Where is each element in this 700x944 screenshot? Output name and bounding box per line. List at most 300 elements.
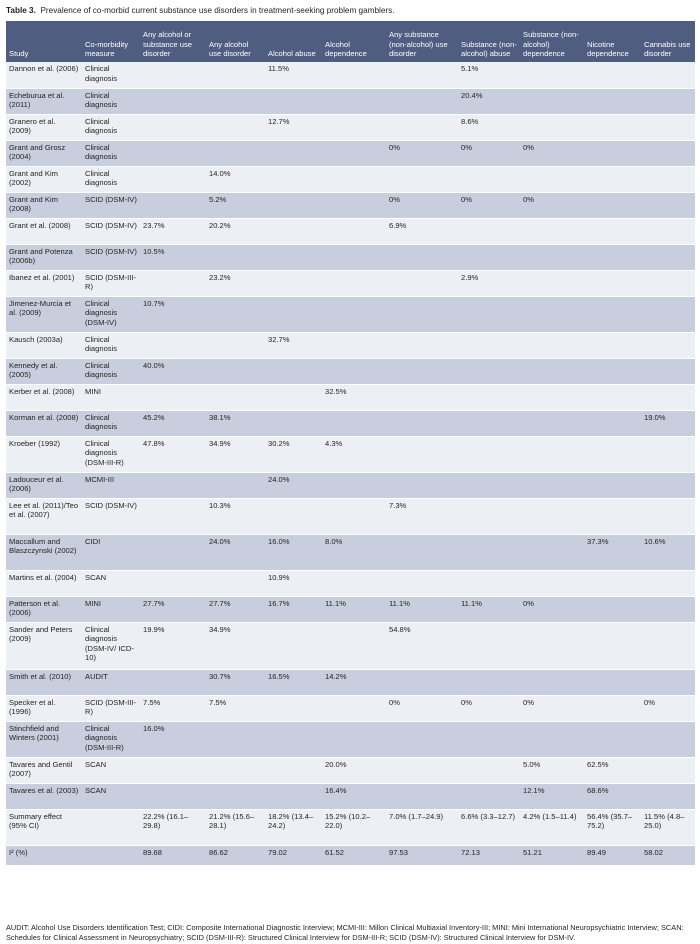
value-cell: 34.9% xyxy=(206,436,265,472)
value-cell xyxy=(520,622,584,669)
value-cell: 89.49 xyxy=(584,845,641,865)
value-cell xyxy=(386,472,458,498)
value-cell xyxy=(520,410,584,436)
study-cell: Grant and Kim (2002) xyxy=(6,166,82,192)
value-cell xyxy=(140,498,206,534)
value-cell xyxy=(520,358,584,384)
value-cell xyxy=(386,783,458,809)
value-cell xyxy=(641,384,695,410)
value-cell xyxy=(386,721,458,757)
table-row xyxy=(6,244,695,270)
value-cell xyxy=(641,192,695,218)
value-cell xyxy=(458,218,520,244)
value-cell xyxy=(386,166,458,192)
value-cell xyxy=(265,695,322,721)
value-cell xyxy=(265,192,322,218)
value-cell: 6.9% xyxy=(386,218,458,244)
value-cell xyxy=(641,332,695,358)
value-cell: 58.02 xyxy=(641,845,695,865)
value-cell xyxy=(520,166,584,192)
value-cell xyxy=(584,384,641,410)
value-cell: 56.4% (35.7–75.2) xyxy=(584,809,641,845)
measure-cell: Clinical diagnosis (DSM-IV/ ICD-10) xyxy=(82,622,140,669)
value-cell xyxy=(641,596,695,622)
column-header: Any substance (non-alcohol) use disorder xyxy=(386,21,458,62)
table-row xyxy=(6,570,695,596)
table-row xyxy=(6,721,695,757)
value-cell: 37.3% xyxy=(584,534,641,570)
value-cell xyxy=(641,783,695,809)
column-header: Nicotine dependence xyxy=(584,21,641,62)
study-cell: Tavares et al. (2003) xyxy=(6,783,82,809)
value-cell xyxy=(140,384,206,410)
value-cell: 11.5% xyxy=(265,62,322,88)
value-cell xyxy=(386,757,458,783)
value-cell xyxy=(322,296,386,332)
measure-cell: SCID (DSM-IV) xyxy=(82,192,140,218)
value-cell xyxy=(386,384,458,410)
value-cell xyxy=(520,436,584,472)
value-cell xyxy=(206,472,265,498)
value-cell: 19.0% xyxy=(641,410,695,436)
value-cell xyxy=(641,140,695,166)
value-cell xyxy=(265,783,322,809)
value-cell xyxy=(641,757,695,783)
value-cell xyxy=(386,534,458,570)
value-cell: 16.7% xyxy=(265,596,322,622)
value-cell xyxy=(520,721,584,757)
value-cell xyxy=(265,498,322,534)
value-cell xyxy=(82,809,140,845)
value-cell: 0% xyxy=(386,140,458,166)
value-cell: 27.7% xyxy=(206,596,265,622)
value-cell xyxy=(322,166,386,192)
value-cell xyxy=(140,669,206,695)
value-cell xyxy=(520,270,584,296)
value-cell xyxy=(322,114,386,140)
value-cell: 61.52 xyxy=(322,845,386,865)
value-cell xyxy=(458,296,520,332)
value-cell xyxy=(458,436,520,472)
value-cell xyxy=(265,410,322,436)
value-cell xyxy=(458,166,520,192)
value-cell: 34.9% xyxy=(206,622,265,669)
value-cell: 2.9% xyxy=(458,270,520,296)
value-cell xyxy=(386,410,458,436)
measure-cell: Clinical diagnosis xyxy=(82,166,140,192)
column-header: Cannabis use disorder xyxy=(641,21,695,62)
value-cell: 16.4% xyxy=(322,783,386,809)
value-cell xyxy=(140,88,206,114)
value-cell xyxy=(206,140,265,166)
value-cell xyxy=(641,114,695,140)
value-cell xyxy=(386,62,458,88)
value-cell: 20.2% xyxy=(206,218,265,244)
value-cell xyxy=(140,114,206,140)
study-cell: Grant and Potenza (2006b) xyxy=(6,244,82,270)
measure-cell: Clinical diagnosis (DSM-IV) xyxy=(82,296,140,332)
table-row xyxy=(6,757,695,783)
value-cell: 89.68 xyxy=(140,845,206,865)
measure-cell: AUDIT xyxy=(82,669,140,695)
study-cell: Korman et al. (2008) xyxy=(6,410,82,436)
study-cell: Grant et al. (2008) xyxy=(6,218,82,244)
value-cell: 24.0% xyxy=(206,534,265,570)
value-cell xyxy=(641,570,695,596)
value-cell xyxy=(140,570,206,596)
value-cell xyxy=(641,166,695,192)
value-cell: 30.2% xyxy=(265,436,322,472)
value-cell: 15.2% (10.2–22.0) xyxy=(322,809,386,845)
table-row xyxy=(6,498,695,534)
measure-cell: SCAN xyxy=(82,570,140,596)
value-cell: 7.3% xyxy=(386,498,458,534)
value-cell: 8.6% xyxy=(458,114,520,140)
value-cell: 12.1% xyxy=(520,783,584,809)
value-cell: 0% xyxy=(520,192,584,218)
measure-cell: Clinical diagnosis xyxy=(82,88,140,114)
value-cell xyxy=(584,410,641,436)
value-cell xyxy=(584,596,641,622)
value-cell xyxy=(265,721,322,757)
value-cell xyxy=(140,270,206,296)
value-cell: 22.2% (16.1–29.8) xyxy=(140,809,206,845)
value-cell xyxy=(322,218,386,244)
value-cell xyxy=(322,498,386,534)
column-header: Substance (non-alcohol) dependence xyxy=(520,21,584,62)
value-cell: 19.9% xyxy=(140,622,206,669)
table-row xyxy=(6,410,695,436)
value-cell xyxy=(458,570,520,596)
measure-cell: MINI xyxy=(82,596,140,622)
value-cell xyxy=(641,358,695,384)
study-cell: Stinchfield and Winters (2001) xyxy=(6,721,82,757)
value-cell xyxy=(584,218,641,244)
table-row xyxy=(6,783,695,809)
value-cell xyxy=(458,384,520,410)
value-cell xyxy=(322,140,386,166)
study-cell: Ibanez et al. (2001) xyxy=(6,270,82,296)
value-cell: 20.0% xyxy=(322,757,386,783)
value-cell xyxy=(206,783,265,809)
study-cell: Grant and Grosz (2004) xyxy=(6,140,82,166)
study-cell: Kroeber (1992) xyxy=(6,436,82,472)
value-cell: 23.7% xyxy=(140,218,206,244)
value-cell xyxy=(458,757,520,783)
value-cell xyxy=(265,296,322,332)
measure-cell: Clinical diagnosis xyxy=(82,358,140,384)
value-cell xyxy=(520,669,584,695)
value-cell xyxy=(265,384,322,410)
summary-row xyxy=(6,809,695,845)
table-label: Table 3. xyxy=(6,6,36,15)
value-cell: 68.6% xyxy=(584,783,641,809)
value-cell: 47.8% xyxy=(140,436,206,472)
value-cell: 4.2% (1.5–11.4) xyxy=(520,809,584,845)
measure-cell: Clinical diagnosis (DSM-III-R) xyxy=(82,436,140,472)
value-cell xyxy=(520,244,584,270)
value-cell: 23.2% xyxy=(206,270,265,296)
value-cell xyxy=(140,757,206,783)
value-cell: 10.3% xyxy=(206,498,265,534)
value-cell xyxy=(322,721,386,757)
value-cell: 79.02 xyxy=(265,845,322,865)
value-cell xyxy=(322,62,386,88)
value-cell xyxy=(206,244,265,270)
value-cell xyxy=(520,88,584,114)
value-cell xyxy=(584,270,641,296)
measure-cell: SCAN xyxy=(82,757,140,783)
study-cell: Kausch (2003a) xyxy=(6,332,82,358)
measure-cell: MCMI-III xyxy=(82,472,140,498)
measure-cell: SCID (DSM-III-R) xyxy=(82,270,140,296)
value-cell xyxy=(140,472,206,498)
measure-cell: Clinical diagnosis xyxy=(82,62,140,88)
column-header: Study xyxy=(6,21,82,62)
measure-cell: SCID (DSM-IV) xyxy=(82,218,140,244)
value-cell xyxy=(140,140,206,166)
value-cell xyxy=(584,296,641,332)
value-cell: 7.5% xyxy=(206,695,265,721)
table-row xyxy=(6,384,695,410)
table-row xyxy=(6,270,695,296)
value-cell xyxy=(386,570,458,596)
value-cell: 0% xyxy=(386,695,458,721)
measure-cell: MINI xyxy=(82,384,140,410)
value-cell: 14.0% xyxy=(206,166,265,192)
value-cell: 0% xyxy=(520,596,584,622)
value-cell: 21.2% (15.6–28.1) xyxy=(206,809,265,845)
value-cell xyxy=(520,570,584,596)
value-cell: 5.2% xyxy=(206,192,265,218)
table-row xyxy=(6,669,695,695)
value-cell xyxy=(322,570,386,596)
value-cell xyxy=(322,332,386,358)
study-cell: Sander and Peters (2009) xyxy=(6,622,82,669)
study-cell: Lee et al. (2011)/Teo et al. (2007) xyxy=(6,498,82,534)
value-cell xyxy=(386,270,458,296)
table-row xyxy=(6,622,695,669)
i2-row-label: I² (%) xyxy=(6,845,82,865)
value-cell xyxy=(520,332,584,358)
value-cell xyxy=(641,296,695,332)
column-header: Substance (non-alcohol) abuse xyxy=(458,21,520,62)
value-cell xyxy=(641,721,695,757)
value-cell xyxy=(641,472,695,498)
value-cell xyxy=(520,534,584,570)
table-row xyxy=(6,596,695,622)
value-cell xyxy=(458,358,520,384)
value-cell xyxy=(322,622,386,669)
value-cell: 10.5% xyxy=(140,244,206,270)
table-row xyxy=(6,358,695,384)
measure-cell: SCID (DSM-III-R) xyxy=(82,695,140,721)
value-cell: 45.2% xyxy=(140,410,206,436)
value-cell: 32.5% xyxy=(322,384,386,410)
study-cell: Kennedy et al. (2005) xyxy=(6,358,82,384)
value-cell xyxy=(265,270,322,296)
table-footnote: AUDIT: Alcohol Use Disorders Identification Test; CIDI: Composite International Diagnostic Interview; MCMI-III: Millon Clinical Multiaxial Inventory-III; MINI: Mini International Neuropsychiatric Interview; SCAN: Schedules for Clinical Assessment in Neuropsychiatry; SCID (DSM-III-R): Structured Clinical Interview for DSM-III-R; SCID (DSM-IV): Structured Clinical Interview for DSM-IV. xyxy=(6,923,684,942)
value-cell: 40.0% xyxy=(140,358,206,384)
value-cell: 30.7% xyxy=(206,669,265,695)
value-cell xyxy=(584,332,641,358)
measure-cell: SCAN xyxy=(82,783,140,809)
value-cell xyxy=(206,332,265,358)
table-row xyxy=(6,218,695,244)
value-cell xyxy=(584,472,641,498)
value-cell xyxy=(265,218,322,244)
value-cell xyxy=(584,192,641,218)
table-row xyxy=(6,695,695,721)
value-cell: 51.21 xyxy=(520,845,584,865)
value-cell: 0% xyxy=(520,140,584,166)
value-cell xyxy=(82,845,140,865)
measure-cell: Clinical diagnosis (DSM-III-R) xyxy=(82,721,140,757)
measure-cell: Clinical diagnosis xyxy=(82,332,140,358)
value-cell xyxy=(641,622,695,669)
value-cell: 10.7% xyxy=(140,296,206,332)
value-cell xyxy=(641,62,695,88)
value-cell xyxy=(520,498,584,534)
prevalence-table xyxy=(6,21,695,866)
study-cell: Smith et al. (2010) xyxy=(6,669,82,695)
value-cell xyxy=(641,498,695,534)
column-header: Alcohol abuse xyxy=(265,21,322,62)
value-cell xyxy=(520,114,584,140)
value-cell: 27.7% xyxy=(140,596,206,622)
value-cell xyxy=(265,166,322,192)
value-cell xyxy=(206,757,265,783)
value-cell xyxy=(458,669,520,695)
value-cell xyxy=(641,669,695,695)
value-cell: 14.2% xyxy=(322,669,386,695)
value-cell xyxy=(386,669,458,695)
value-cell: 0% xyxy=(386,192,458,218)
column-header: Alcohol dependence xyxy=(322,21,386,62)
value-cell xyxy=(641,244,695,270)
column-header: Any alcohol use disorder xyxy=(206,21,265,62)
measure-cell: Clinical diagnosis xyxy=(82,140,140,166)
value-cell xyxy=(520,218,584,244)
value-cell xyxy=(584,114,641,140)
value-cell: 54.8% xyxy=(386,622,458,669)
table-row xyxy=(6,534,695,570)
value-cell: 11.5% (4.8– 25.0) xyxy=(641,809,695,845)
value-cell xyxy=(458,244,520,270)
value-cell: 16.0% xyxy=(265,534,322,570)
value-cell: 5.1% xyxy=(458,62,520,88)
value-cell: 6.6% (3.3–12.7) xyxy=(458,809,520,845)
table-row xyxy=(6,140,695,166)
value-cell: 11.1% xyxy=(458,596,520,622)
study-cell: Maccallum and Blaszczynski (2002) xyxy=(6,534,82,570)
value-cell xyxy=(322,270,386,296)
value-cell xyxy=(458,472,520,498)
value-cell xyxy=(584,166,641,192)
value-cell xyxy=(140,332,206,358)
value-cell xyxy=(584,721,641,757)
value-cell xyxy=(322,88,386,114)
table-caption xyxy=(6,5,395,16)
value-cell: 20.4% xyxy=(458,88,520,114)
study-cell: Kerber et al. (2008) xyxy=(6,384,82,410)
i2-row xyxy=(6,845,695,865)
summary-row-label: Summary effect (95% CI) xyxy=(6,809,82,845)
measure-cell: Clinical diagnosis xyxy=(82,114,140,140)
value-cell xyxy=(322,358,386,384)
value-cell: 4.3% xyxy=(322,436,386,472)
value-cell: 0% xyxy=(520,695,584,721)
value-cell xyxy=(386,244,458,270)
value-cell xyxy=(386,436,458,472)
value-cell: 24.0% xyxy=(265,472,322,498)
value-cell xyxy=(206,62,265,88)
value-cell: 0% xyxy=(641,695,695,721)
table-row xyxy=(6,192,695,218)
table-row xyxy=(6,62,695,88)
value-cell xyxy=(458,622,520,669)
table-title: Prevalence of co-morbid current substance use disorders in treatment-seeking problem gamblers. xyxy=(40,6,395,15)
table-row xyxy=(6,88,695,114)
value-cell xyxy=(584,695,641,721)
value-cell xyxy=(458,721,520,757)
value-cell: 10.9% xyxy=(265,570,322,596)
value-cell xyxy=(322,192,386,218)
value-cell xyxy=(641,88,695,114)
value-cell: 0% xyxy=(458,695,520,721)
value-cell: 8.0% xyxy=(322,534,386,570)
value-cell xyxy=(265,244,322,270)
value-cell: 62.5% xyxy=(584,757,641,783)
value-cell xyxy=(641,436,695,472)
value-cell xyxy=(584,669,641,695)
measure-cell: CIDI xyxy=(82,534,140,570)
value-cell xyxy=(206,721,265,757)
value-cell: 97.53 xyxy=(386,845,458,865)
value-cell: 0% xyxy=(458,140,520,166)
value-cell xyxy=(206,114,265,140)
value-cell xyxy=(584,140,641,166)
value-cell: 7.5% xyxy=(140,695,206,721)
study-cell: Grant and Kim (2008) xyxy=(6,192,82,218)
value-cell xyxy=(140,166,206,192)
value-cell: 7.0% (1.7–24.9) xyxy=(386,809,458,845)
table-row xyxy=(6,472,695,498)
value-cell xyxy=(458,783,520,809)
value-cell xyxy=(265,622,322,669)
study-cell: Tavares and Gentil (2007) xyxy=(6,757,82,783)
value-cell xyxy=(458,410,520,436)
value-cell xyxy=(322,472,386,498)
value-cell xyxy=(641,270,695,296)
value-cell: 38.1% xyxy=(206,410,265,436)
column-header: Any alcohol or substance use disorder xyxy=(140,21,206,62)
study-cell: Echeburua et al. (2011) xyxy=(6,88,82,114)
value-cell xyxy=(206,358,265,384)
value-cell: 0% xyxy=(458,192,520,218)
value-cell xyxy=(584,358,641,384)
column-header: Co-morbidity measure xyxy=(82,21,140,62)
value-cell: 16.0% xyxy=(140,721,206,757)
value-cell: 86.62 xyxy=(206,845,265,865)
table-row xyxy=(6,436,695,472)
value-cell xyxy=(322,244,386,270)
value-cell xyxy=(386,358,458,384)
study-cell: Martins et al. (2004) xyxy=(6,570,82,596)
measure-cell: SCID (DSM-IV) xyxy=(82,498,140,534)
value-cell: 12.7% xyxy=(265,114,322,140)
value-cell xyxy=(584,498,641,534)
